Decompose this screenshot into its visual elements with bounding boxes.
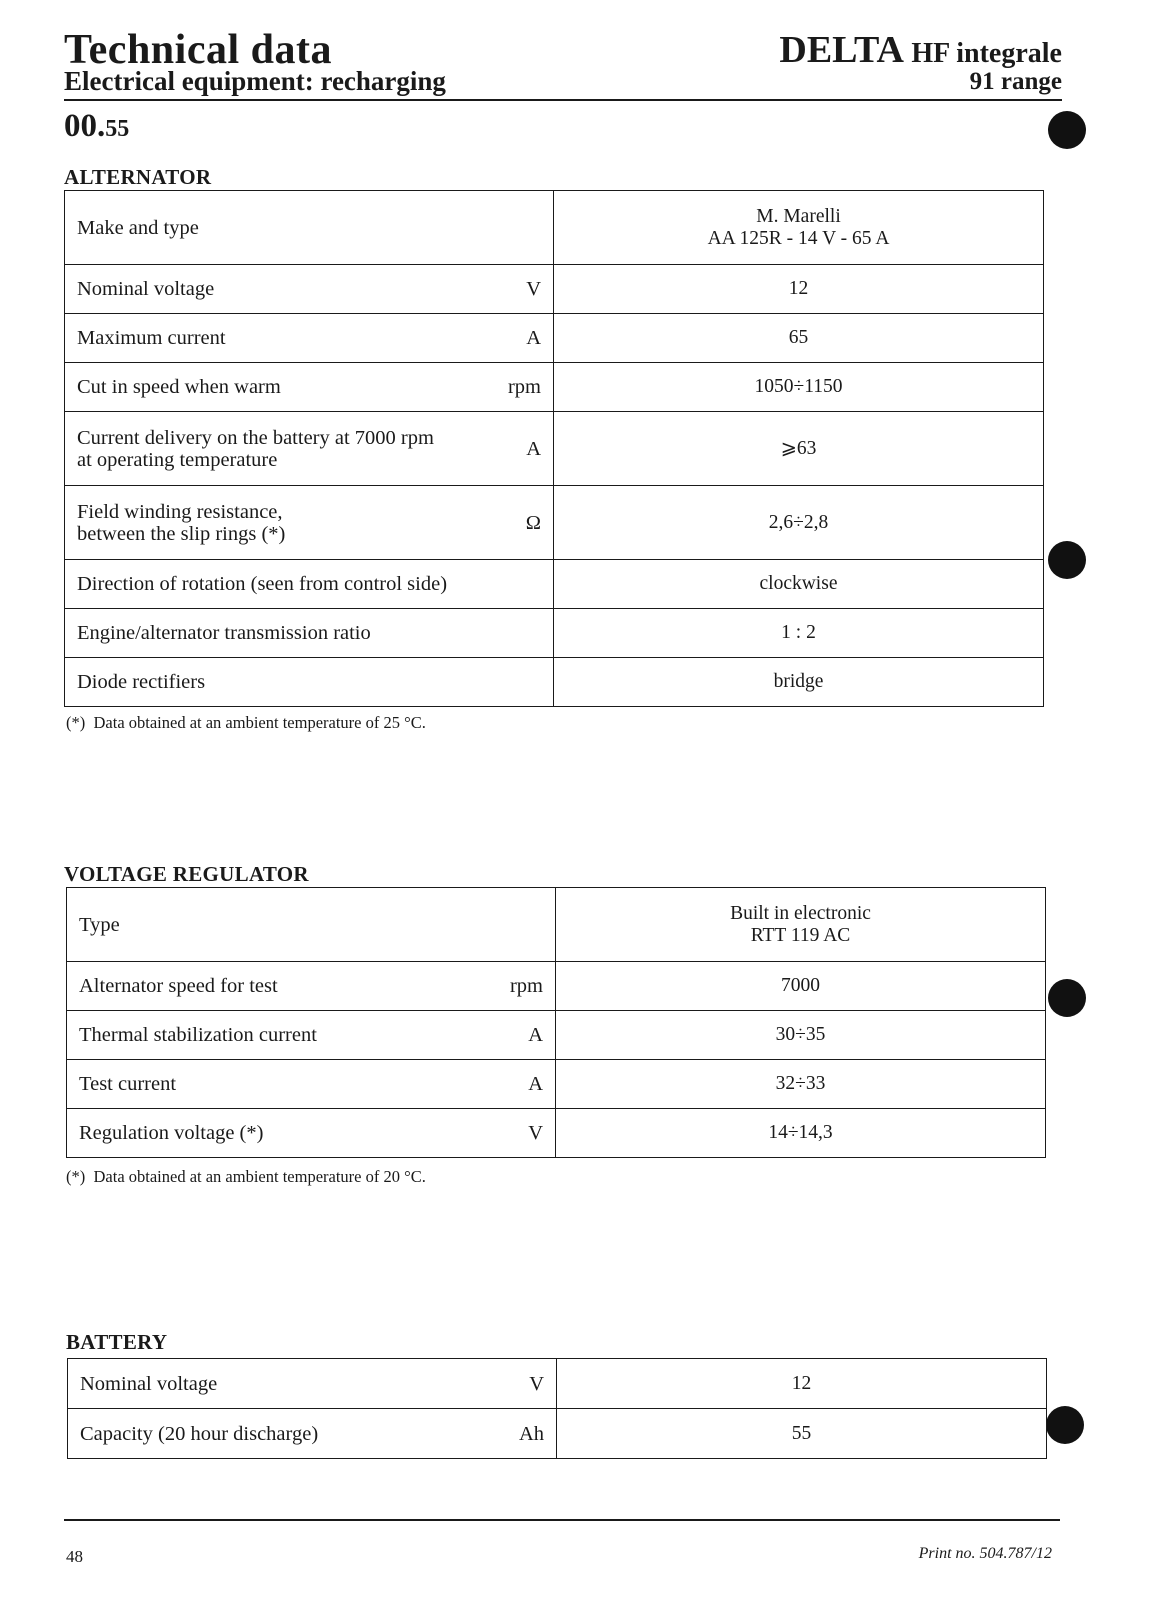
footer-rule <box>64 1519 1060 1521</box>
unit-cell: Ω <box>485 486 554 560</box>
table-row <box>67 888 1046 962</box>
battery-table <box>67 1358 1047 1459</box>
value-cell: 2,6÷2,8 <box>554 486 1044 560</box>
value-cell: 65 <box>554 314 1044 363</box>
param-cell: Nominal voltage <box>68 1359 488 1409</box>
unit-cell <box>487 888 556 962</box>
param-cell: Type <box>67 888 487 962</box>
param-cell: Current delivery on the battery at 7000 rpm at operating temperature <box>65 412 485 486</box>
unit-cell: A <box>487 1060 556 1109</box>
value-cell: ⩾63 <box>554 412 1044 486</box>
regulator-table <box>66 887 1046 1158</box>
table-row <box>65 412 1044 486</box>
table-row <box>65 314 1044 363</box>
page-number: 48 <box>66 1547 83 1566</box>
alternator-heading: ALTERNATOR <box>64 165 212 189</box>
print-number: Print no. 504.787/12 <box>918 1545 1052 1562</box>
value-cell: Built in electronic RTT 119 AC <box>556 888 1046 962</box>
model-name: HF integrale <box>911 38 1062 69</box>
table-row <box>67 1011 1046 1060</box>
battery-heading: BATTERY <box>66 1330 168 1354</box>
margin-marker-dot <box>1048 979 1086 1017</box>
value-cell: 12 <box>557 1359 1047 1409</box>
param-cell: Diode rectifiers <box>65 658 485 707</box>
table-row <box>65 363 1044 412</box>
page-subtitle: Electrical equipment: recharging <box>64 66 446 96</box>
unit-cell: V <box>487 1109 556 1158</box>
param-cell: Nominal voltage <box>65 265 485 314</box>
unit-cell: A <box>485 314 554 363</box>
header-rule <box>64 99 1062 101</box>
section-code-small: 55 <box>105 116 130 142</box>
table-row <box>67 962 1046 1011</box>
brand-name: DELTA <box>779 29 902 71</box>
section-code-main: 00. <box>64 108 106 144</box>
param-cell: Alternator speed for test <box>67 962 487 1011</box>
param-cell: Capacity (20 hour discharge) <box>68 1409 488 1459</box>
value-cell: 32÷33 <box>556 1060 1046 1109</box>
param-cell: Test current <box>67 1060 487 1109</box>
regulator-footnote: (*) Data obtained at an ambient temperature of 20 °C. <box>66 1167 426 1186</box>
value-cell: clockwise <box>554 560 1044 609</box>
value-cell: 30÷35 <box>556 1011 1046 1060</box>
model-range: 91 range <box>969 68 1062 95</box>
unit-cell: Ah <box>488 1409 557 1459</box>
value-cell: 12 <box>554 265 1044 314</box>
unit-cell: V <box>488 1359 557 1409</box>
param-cell: Field winding resistance, between the slip rings (*) <box>65 486 485 560</box>
value-cell: 1050÷1150 <box>554 363 1044 412</box>
table-row <box>65 658 1044 707</box>
unit-cell: A <box>487 1011 556 1060</box>
value-cell: 1 : 2 <box>554 609 1044 658</box>
param-cell: Make and type <box>65 191 485 265</box>
unit-cell <box>485 191 554 265</box>
table-row <box>65 265 1044 314</box>
param-cell: Cut in speed when warm <box>65 363 485 412</box>
page-title: Technical data <box>64 27 332 73</box>
table-row <box>65 560 1044 609</box>
regulator-heading: VOLTAGE REGULATOR <box>64 862 309 886</box>
table-row <box>65 486 1044 560</box>
unit-cell <box>485 609 554 658</box>
table-row <box>68 1409 1047 1459</box>
section-code <box>64 108 129 145</box>
param-cell: Regulation voltage (*) <box>67 1109 487 1158</box>
value-cell: 14÷14,3 <box>556 1109 1046 1158</box>
alternator-table <box>64 190 1044 707</box>
unit-cell <box>485 560 554 609</box>
brand-title <box>779 28 1062 72</box>
margin-marker-dot <box>1048 111 1086 149</box>
margin-marker-dot <box>1046 1406 1084 1444</box>
param-cell: Thermal stabilization current <box>67 1011 487 1060</box>
param-cell: Engine/alternator transmission ratio <box>65 609 485 658</box>
table-row <box>68 1359 1047 1409</box>
value-cell: bridge <box>554 658 1044 707</box>
unit-cell: rpm <box>485 363 554 412</box>
table-row <box>67 1109 1046 1158</box>
value-cell: 7000 <box>556 962 1046 1011</box>
table-row <box>65 191 1044 265</box>
param-cell: Maximum current <box>65 314 485 363</box>
param-cell: Direction of rotation (seen from control side) <box>65 560 485 609</box>
value-cell: 55 <box>557 1409 1047 1459</box>
alternator-footnote: (*) Data obtained at an ambient temperature of 25 °C. <box>66 713 426 732</box>
margin-marker-dot <box>1048 541 1086 579</box>
table-row <box>65 609 1044 658</box>
unit-cell: V <box>485 265 554 314</box>
unit-cell <box>485 658 554 707</box>
table-row <box>67 1060 1046 1109</box>
value-cell: M. Marelli AA 125R - 14 V - 65 A <box>554 191 1044 265</box>
unit-cell: rpm <box>487 962 556 1011</box>
unit-cell: A <box>485 412 554 486</box>
